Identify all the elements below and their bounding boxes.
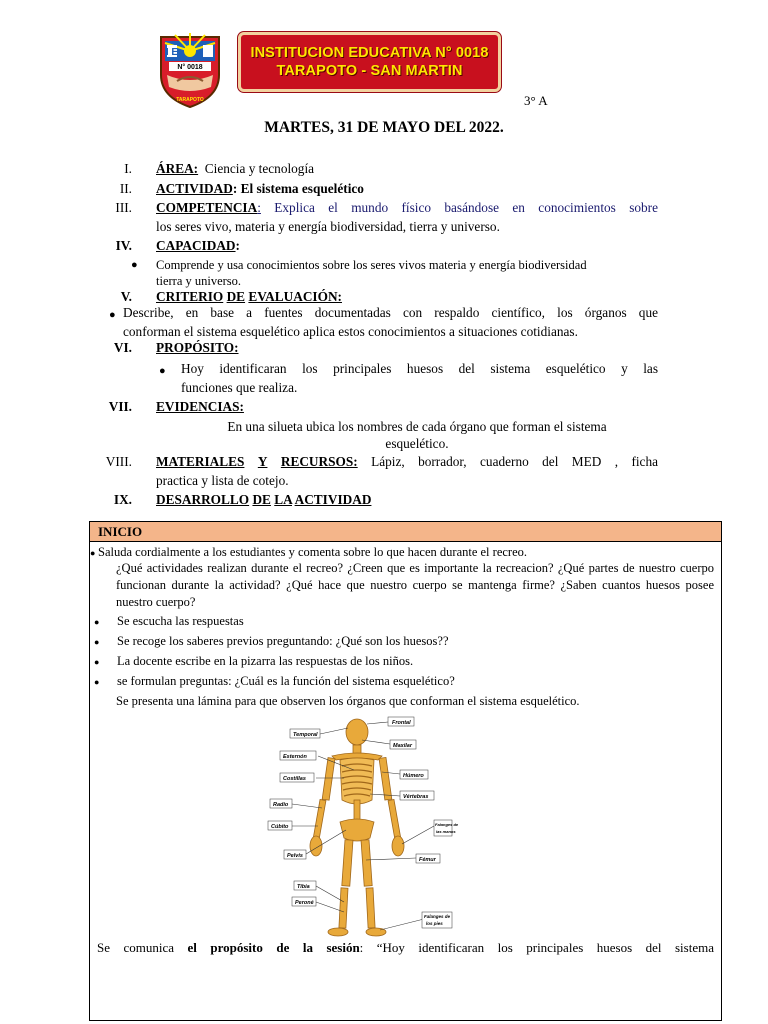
label-femur: Fémur [419,857,436,863]
label-cubito: Cúbito [271,824,289,830]
page-date-title: MARTES, 31 DE MAYO DEL 2022. [264,119,504,136]
inicio-proposito-line: Se comunica el propósito de la sesión: “Hoy identificaran los principales huesos del sistema [97,940,714,955]
proposito-text-2: funciones que realiza. [181,380,298,395]
banner-line-2: TARAPOTO - SAN MARTIN [276,63,463,79]
capacidad-text-2: tierra y universo. [156,274,242,288]
evidencias-text-1: En una silueta ubica los nombres de cada órgano que forman el sistema [227,419,607,434]
proposito-text-1: Hoy identificaran los principales huesos del sistema esquelético y las [181,361,658,376]
actividad-label: ACTIVIDAD [156,181,233,196]
materiales-text-1: Lápiz, borrador, cuaderno del MED , ficha [357,454,659,469]
capacidad-label: CAPACIDAD [156,238,236,253]
label-humero: Húmero [403,773,424,779]
inicio-lamina-line: Se presenta una lámina para que observen los órganos que conforman el sistema esquelético. [116,694,580,708]
crest-letters: I E [165,47,179,58]
skeleton-diagram [262,712,459,942]
outline-number: IV. [115,238,132,253]
actividad-value: : El sistema esquelético [232,181,364,196]
materiales-text-2: practica y lista de cotejo. [156,473,289,488]
school-crest [153,31,227,109]
outline-number: IX. [113,492,132,507]
label-vertebras: Vértebras [403,794,429,800]
label-maxilar: Maxilar [393,743,412,749]
label-frontal: Frontal [392,720,411,726]
competencia-label: COMPETENCIA [156,200,258,215]
label-tibia: Tibia [297,884,310,890]
label-esternon: Esternón [283,754,307,760]
outline-number: V. [120,289,132,304]
crest-number: N° 0018 [177,64,203,71]
competencia-text-2: los seres vivo, materia y energía biodiversidad, tierra y universo. [156,219,500,234]
school-name-banner [238,32,501,92]
area-value: Ciencia y tecnología [204,161,315,176]
outline-number: VI. [113,340,132,355]
outline-number: VII. [108,399,132,414]
label-falanges-pies-1: Falanges de [424,914,451,919]
label-falanges-pies-2: los pies [426,921,443,926]
outline-number: III. [115,200,132,215]
label-falanges-manos-2: las manos [436,829,456,834]
criterio-text-1: Describe, en base a fuentes documentadas con respaldo científico, los órganos que [123,305,658,320]
proposito-label: PROPÓSITO: [156,340,239,355]
label-temporal: Temporal [293,732,318,738]
competencia-text-1: Explica el mundo físico basándose en conocimientos sobre [260,200,658,215]
evidencias-text-2: esquelético. [385,436,449,451]
label-costillas: Costillas [283,776,306,782]
inicio-questions: ¿Qué actividades realizan durante el recreo? ¿Creen que es importante la recreacion? ¿Qué partes de nuestro cuerpo funcionan durante la actividad? ¿Qué hace que nuestro cuerpo se mantenga firme? ¿Saben cuantos huesos posee nuestro cuerpo? [116,561,714,609]
crest-city: TARAPOTO [176,97,204,103]
grade-label: 3° A [524,93,548,108]
outline-number: II. [119,181,132,196]
label-radio: Radio [273,802,289,808]
banner-line-1: INSTITUCION EDUCATIVA N° 0018 [250,45,489,61]
label-pelvis: Pelvis [287,853,303,859]
outline-number: I. [124,161,132,176]
label-falanges-manos-1: Falanges de [435,822,459,827]
inicio-header [90,522,721,542]
label-perone: Peroné [295,900,314,906]
outline-number: VIII. [105,454,132,469]
capacidad-text-1: Comprende y usa conocimientos sobre los seres vivos materia y energía biodiversidad [156,258,587,272]
area-label: ÁREA: [156,161,199,176]
criterio-text-2: conforman el sistema esquelético aplica estos conocimientos a situaciones cotidianas. [123,324,578,339]
inicio-heading: INICIO [98,524,143,539]
evidencias-label: EVIDENCIAS: [156,399,244,414]
